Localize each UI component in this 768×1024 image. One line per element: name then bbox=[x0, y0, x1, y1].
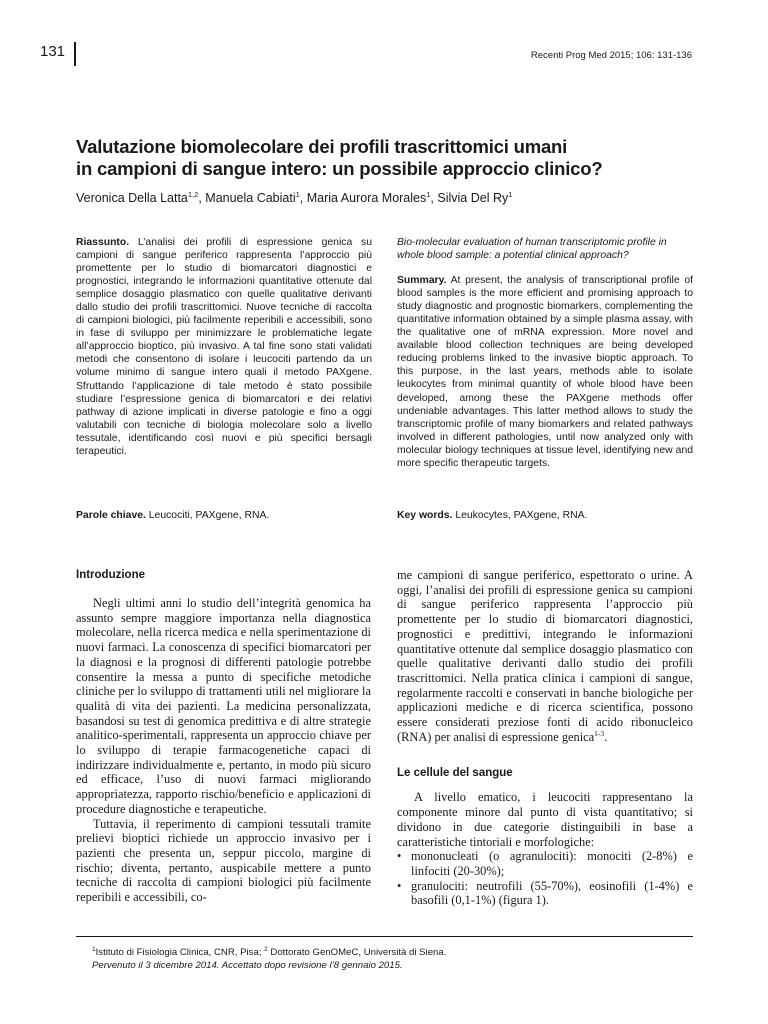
affiliation-text: Dottorato GenOMeC, Università di Siena. bbox=[267, 947, 447, 958]
abstract-english-body bbox=[397, 274, 693, 470]
keywords-english-text: Leukocytes, PAXgene, RNA. bbox=[452, 510, 588, 521]
abstract-english bbox=[397, 236, 693, 470]
article-title bbox=[76, 136, 696, 180]
journal-reference: Recenti Prog Med 2015; 106: 131-136 bbox=[530, 50, 692, 61]
author-affiliation: 1 bbox=[295, 190, 300, 199]
list-item bbox=[397, 879, 693, 908]
body-column-right bbox=[397, 568, 693, 908]
paragraph: A livello ematico, i leucociti rappresentano la componente minore dal punto di vista quantitativo; si dividono in due categorie distinguibili in base a caratteristiche tintoriali e morfologiche: bbox=[397, 790, 693, 849]
list-item bbox=[397, 849, 693, 878]
keywords-italian bbox=[76, 510, 376, 521]
author-name: Manuela Cabiati bbox=[205, 191, 296, 205]
abstract-italian bbox=[76, 236, 372, 458]
section-heading-blood-cells: Le cellule del sangue bbox=[397, 767, 513, 780]
paragraph bbox=[397, 568, 693, 744]
header-divider bbox=[74, 42, 76, 66]
author-separator: , bbox=[198, 191, 206, 205]
author-name: Silvia Del Ry bbox=[437, 191, 509, 205]
article-title-line-1: Valutazione biomolecolare dei profili trascrittomici umani bbox=[76, 136, 568, 157]
author-affiliation: 1 bbox=[508, 190, 513, 199]
keywords-italian-label: Parole chiave. bbox=[76, 510, 146, 521]
abstract-italian-label: Riassunto. bbox=[76, 237, 130, 248]
affiliation-mark: 1 bbox=[92, 946, 96, 953]
abstract-english-label: Summary. bbox=[397, 275, 447, 287]
received-date: Pervenuto il 3 dicembre 2014. Accettato dopo revisione l’8 gennaio 2015. bbox=[92, 960, 403, 971]
english-title: Bio-molecular evaluation of human transcriptomic profile in whole blood sample: a potential clinical approach? bbox=[397, 237, 667, 262]
footnote bbox=[92, 943, 446, 972]
footer-divider bbox=[76, 936, 693, 937]
author-separator: , bbox=[299, 191, 307, 205]
author-separator: , bbox=[430, 191, 438, 205]
abstract-english-text: At present, the analysis of transcriptional profile of blood samples is the more efficient and promising approach to study diagnostic and prognostic biomarkers, complementing the quantitative information obtained by a simple plasma assay, with the qualitative one of mRNA expression. More novel and available blood collection techniques are being developed reducing problems linked to the invasive bioptic approach. To this purpose, in the last years, methods able to isolate leukocytes from minimal quantity of whole blood have been developed, among these the PAXgene methods offer undeniable advantages. This latter method allows to study the transcriptomic profile of many biomarkers and related pathways involved in different pathologies, until now analyzed only with molecular biology techniques at tissue level, identifying new and more specific therapeutic targets. bbox=[397, 275, 693, 469]
keywords-italian-text: Leucociti, PAXgene, RNA. bbox=[145, 510, 270, 521]
abstract-italian-text: L’analisi dei profili di espressione genica su campioni di sangue periferico rappresenta l’approccio più promettente per lo studio di biomarcatori diagnostici e prognostici, integrando le informazioni quantitative ottenute dal semplice dosaggio plasmatico con quelle qualitative derivanti dallo studio dei profili trascrittomici. Nuove tecniche di raccolta di campioni biologici, più facilmente reperibili e accessibili, sono in fase di sviluppo per minimizzare le problematiche legate all’approccio bioptico, più invasivo. A tal fine sono stati validati metodi che consentono di isolare i leucociti partendo da un volume minimo di sangue intero quali il metodo PAXgene. Sfruttando l’applicazione di tale metodo è stato possibile studiare l’espressione genica di biomarcatori e dei relativi pathway di azione implicati in diverse patologie e fino a oggi valutabili con tecniche di biologia molecolare solo a livello tessutale, identificando così nuovi e più specifici bersagli terapeutici. bbox=[76, 237, 372, 457]
affiliation-mark: 2 bbox=[264, 946, 268, 953]
paragraph-text: me campioni di sangue periferico, espettorato o urine. A oggi, l’analisi dei profili di espressione genica su campioni di sangue periferico rappresenta l’approccio più promettente per lo studio di biomarcatori diagnostici, prognostici e predittivi, integrando le informazioni quantitative ottenute dal semplice dosaggio plasmatico con quelle qualitative derivanti dallo studio dei profili trascrittomici. Nella pratica clinica i campioni di sangue, regolarmente raccolti e conservati in banche biologiche per applicazioni mediche e di ricerca scientifica, possono essere considerati preziose fonti di acido ribonucleico (RNA) per analisi di espressione genica bbox=[397, 568, 693, 744]
section-heading-introduction: Introduzione bbox=[76, 569, 145, 581]
article-title-line-2: in campioni di sangue intero: un possibile approccio clinico? bbox=[76, 158, 603, 179]
list-item-text: granulociti: neutrofili (55-70%), eosinofili (1-4%) e basofili (0,1-1%) (figura 1). bbox=[411, 878, 693, 908]
affiliation-text: Istituto di Fisiologia Clinica, CNR, Pisa; bbox=[95, 947, 265, 958]
paragraph: Tuttavia, il reperimento di campioni tessutali tramite prelievi bioptici richiede un approccio invasivo per i pazienti che presenta un, seppur piccolo, margine di rischio; diventa, pertanto, auspicabile mettere a punto tecniche di raccolta di campioni biologici più facilmente reperibili e accessibili, co- bbox=[76, 816, 371, 905]
author-list bbox=[76, 190, 512, 205]
keywords-english bbox=[397, 510, 697, 521]
author-name: Veronica Della Latta bbox=[76, 191, 188, 205]
author-affiliation: 1,2 bbox=[187, 190, 199, 199]
paragraph-end: . bbox=[604, 729, 608, 744]
affiliations bbox=[92, 943, 446, 959]
citation-reference: 1-3 bbox=[594, 728, 605, 738]
body-column-left bbox=[76, 568, 371, 905]
paragraph: Negli ultimi anni lo studio dell’integrità genomica ha assunto sempre maggiore importanza nella diagnostica molecolare, nella ricerca medica e nella sperimentazione di nuovi farmaci. La conoscenza di specifici biomarcatori per la diagnosi e la prognosi di differenti patologie potrebbe consentire la messa a punto di specifiche metodiche cliniche per lo sviluppo di trattamenti utili nel migliorare la qualità di vita dei pazienti. La medicina personalizzata, basandosi su test di genomica predittiva e di altre strategie analitico-sperimentali, rappresenta un approccio chiave per lo sviluppo di terapie farmacogenetiche capaci di indirizzare individualmente e, pertanto, in modo più sicuro ed efficace, l’uso di nuovi farmaci migliorando appropriatezza, rapporto rischio/beneficio e applicazioni di procedure diagnostiche e terapeutiche. bbox=[76, 596, 371, 816]
keywords-english-label: Key words. bbox=[397, 510, 453, 521]
bullet-icon: • bbox=[397, 878, 402, 893]
author-affiliation: 1 bbox=[426, 190, 431, 199]
page-number: 131 bbox=[40, 43, 66, 60]
bullet-icon: • bbox=[397, 849, 402, 864]
list-item-text: mononucleati (o agranulociti): monociti (2-8%) e linfociti (20-30%); bbox=[411, 849, 693, 878]
author-name: Maria Aurora Morales bbox=[306, 191, 427, 205]
